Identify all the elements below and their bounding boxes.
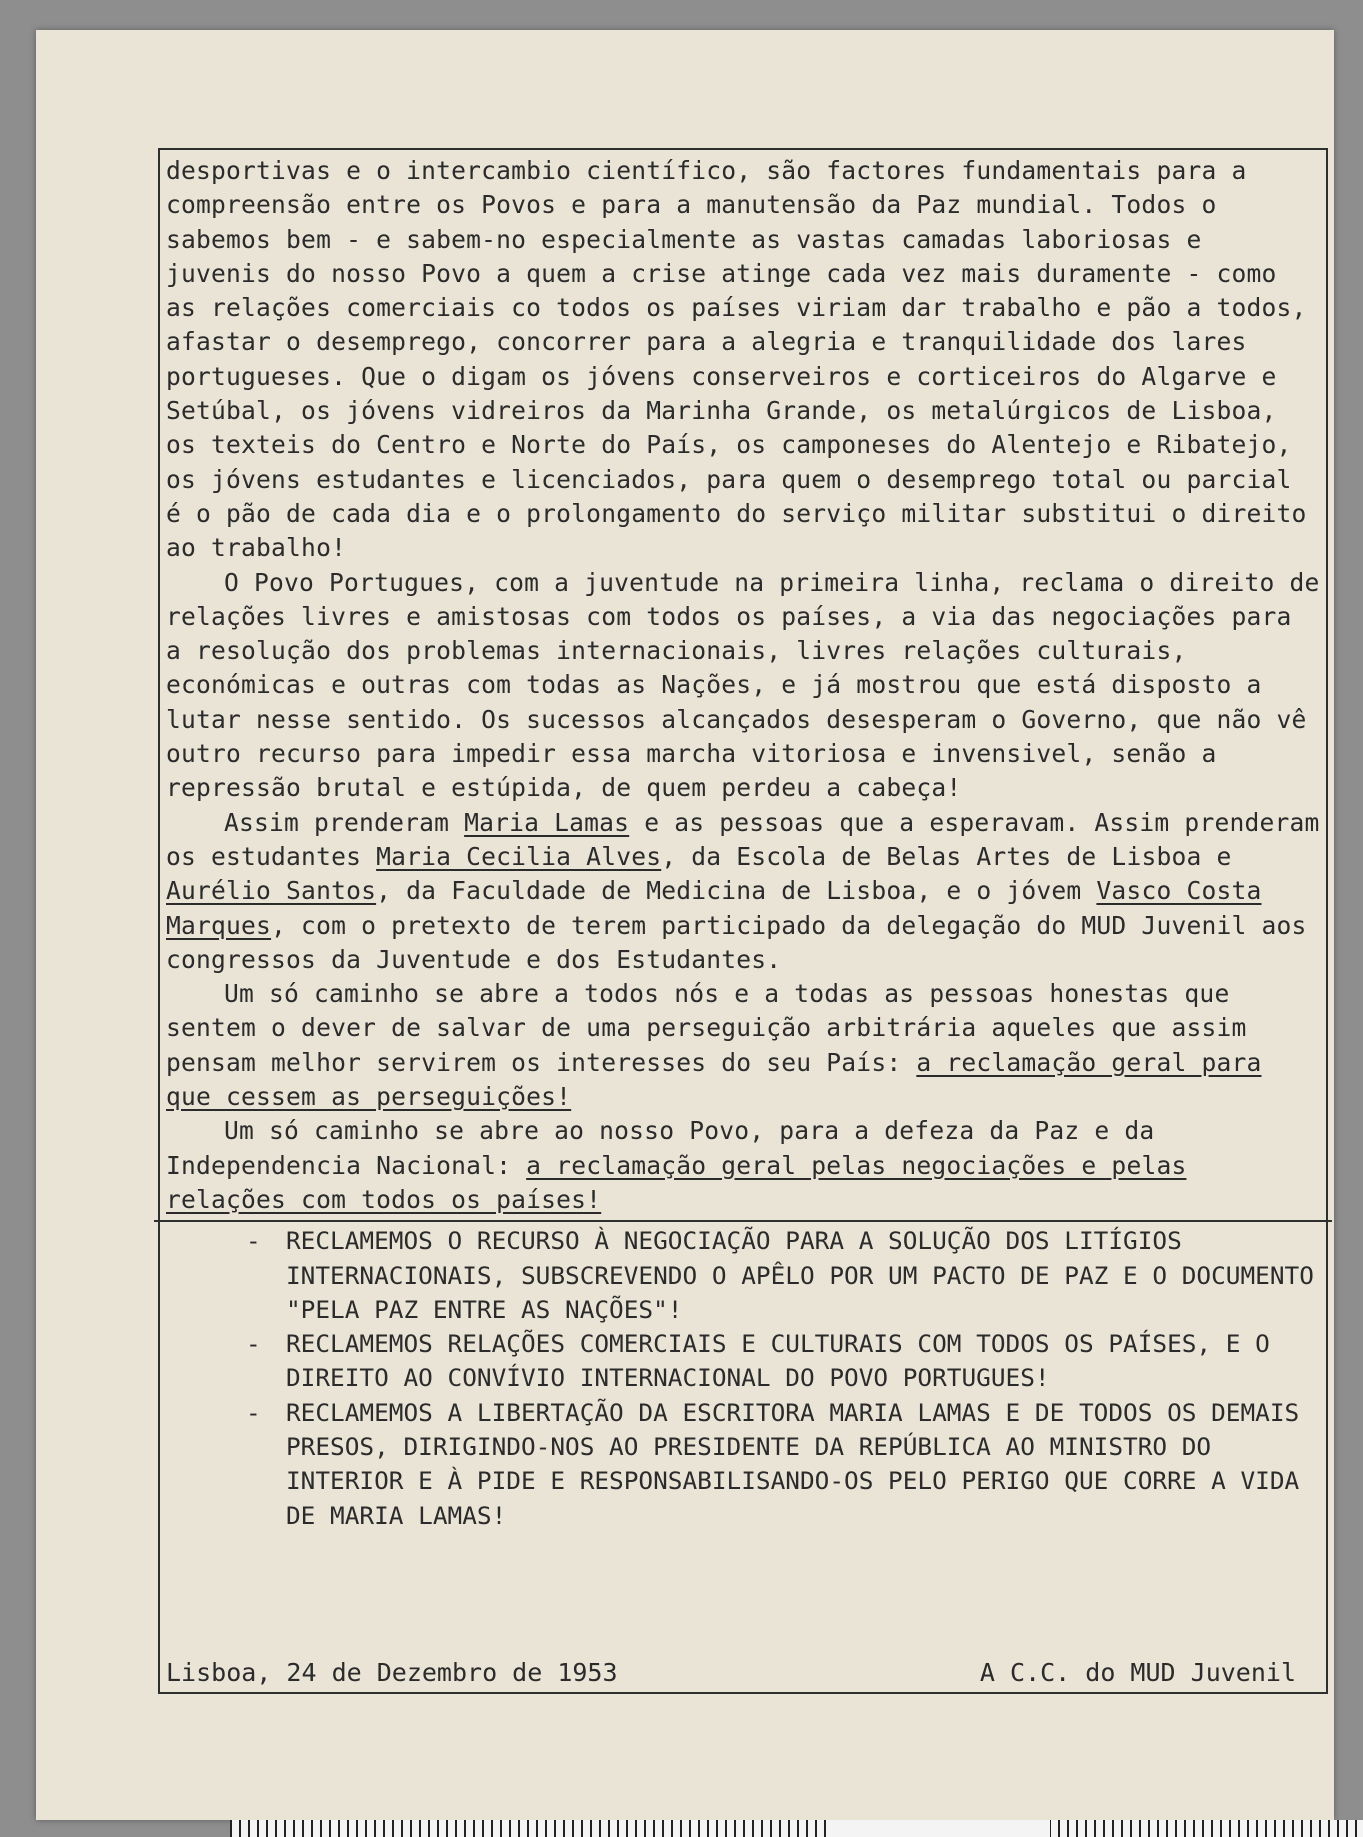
paragraph-path-persecutions [166,977,1320,1114]
paragraph-people-demands: O Povo Portugues, com a juventude na primeira linha, reclama o direito de relações livres e amistosas com todos os países, a via das negociações para a resolução dos problemas internacionais, livres relações culturais, económicas e outras com todas as Nações, e já mostrou que está disposto a lutar nesse sentido. Os sucessos alcançados desesperam o Governo, que não vê outro recurso para impedir essa marcha vitoriosa e invensivel, senão a repressão brutal e estúpida, de quem perdeu a cabeça! [166,567,1320,803]
demand-text: RECLAMEMOS A LIBERTAÇÃO DA ESCRITORA MARIA LAMAS E DE TODOS OS DEMAIS PRESOS, DIRIGINDO-NOS AO PRESIDENTE DA REPÚBLICA AO MINISTRO DO INTERIOR E À PIDE E RESPONSABILISANDO-OS PELO PERIGO QUE CORRE A VIDA DE MARIA LAMAS! [286,1397,1300,1530]
dash-bullet: - [246,1226,261,1256]
path1-lead: Um só caminho se abre a todos nós e a todas as pessoas honestas que sentem o dever de salvar de uma perseguição arbitrária aqueles que assim pensam melhor servirem os interesses do seu País: [166,979,1247,1077]
paragraph-path-negotiations [166,1114,1320,1217]
place-date: Lisboa, 24 de Dezembro de 1953 [166,1658,618,1687]
path1-emphasis: a reclamação geral para que cessem as perseguições! [166,1047,1262,1112]
paragraph-factors: desportivas e o intercambio científico, são factores fundamentais para a compreensão entre os Povos e para a manutensão da Paz mundial. Todos o sabemos bem - e sabem-no especialmente as vastas camadas laboriosas e juvenis do nosso Povo a quem a crise atinge cada vez mais duramente - como as relações comerciais co todos os países viriam dar trabalho e pão a todos, afastar o desemprego, concorrer para a alegria e tranquilidade dos lares portugueses. Que o digam os jóvens conserveiros e corticeiros do Algarve e Setúbal, os jóvens vidreiros da Marinha Grande, os metalúrgicos de Lisboa, os texteis do Centro e Norte do País, os camponeses do Alentejo e Ribatejo, os jóvens estudantes e licenciados, para quem o desemprego total ou parcial é o pão de cada dia e o prolongamento do serviço militar substitui o direito ao trabalho! [166,156,1307,563]
dash-bullet: - [246,1329,261,1359]
signature: A C.C. do MUD Juvenil [979,1658,1296,1687]
name-vasco-costa-marques: Vasco Costa Marques [166,876,1262,940]
arrests-text-4: , da Faculdade de Medicina de Lisboa, e o jóvem [376,876,1097,906]
demands-list [160,1222,1326,1533]
demand-item [166,1327,1320,1396]
name-maria-cecilia-alves: Maria Cecilia Alves [376,841,662,871]
scale-ruler [230,1820,1363,1837]
demand-text: RECLAMEMOS O RECURSO À NEGOCIAÇÃO PARA A SOLUÇÃO DOS LITÍGIOS INTERNACIONAIS, SUBSCREVENDO O APÊLO POR UM PACTO DE PAZ E O DOCUMENTO "PELA PAZ ENTRE AS NAÇÕES"! [286,1226,1314,1324]
arrests-text-3: , da Escola de Belas Artes de Lisboa e [661,841,1232,871]
path2-emphasis: a reclamação geral pelas negociações e pelas relações com todos os países! [166,1150,1187,1214]
footer-line [166,1656,1296,1690]
demand-text: RECLAMEMOS RELAÇÕES COMERCIAIS E CULTURAIS COM TODOS OS PAÍSES, E O DIREITO AO CONVÍVIO INTERNACIONAL DO POVO PORTUGUES! [286,1329,1270,1393]
arrests-text-5: , com o pretexto de terem participado da delegação do MUD Juvenil aos congressos da Juventude e dos Estudantes. [166,910,1307,974]
demand-item [166,1396,1320,1533]
name-maria-lamas: Maria Lamas [464,807,630,837]
name-aurelio-santos: Aurélio Santos [166,876,377,906]
scale-ruler-gap [830,1820,1050,1837]
typed-text-frame [158,148,1328,1694]
demand-item [166,1224,1320,1327]
path2-lead: Um só caminho se abre ao nosso Povo, para a defeza da Paz e da Independencia Nacional: [166,1116,1155,1180]
paragraph-arrests [166,806,1320,977]
arrests-text-2: e as pessoas que a esperavam. Assim prenderam os estudantes [166,807,1320,871]
arrests-text-1: Assim prenderam [224,807,465,837]
dash-bullet: - [246,1397,261,1427]
body-text [160,150,1326,1217]
document-sheet [36,30,1334,1820]
